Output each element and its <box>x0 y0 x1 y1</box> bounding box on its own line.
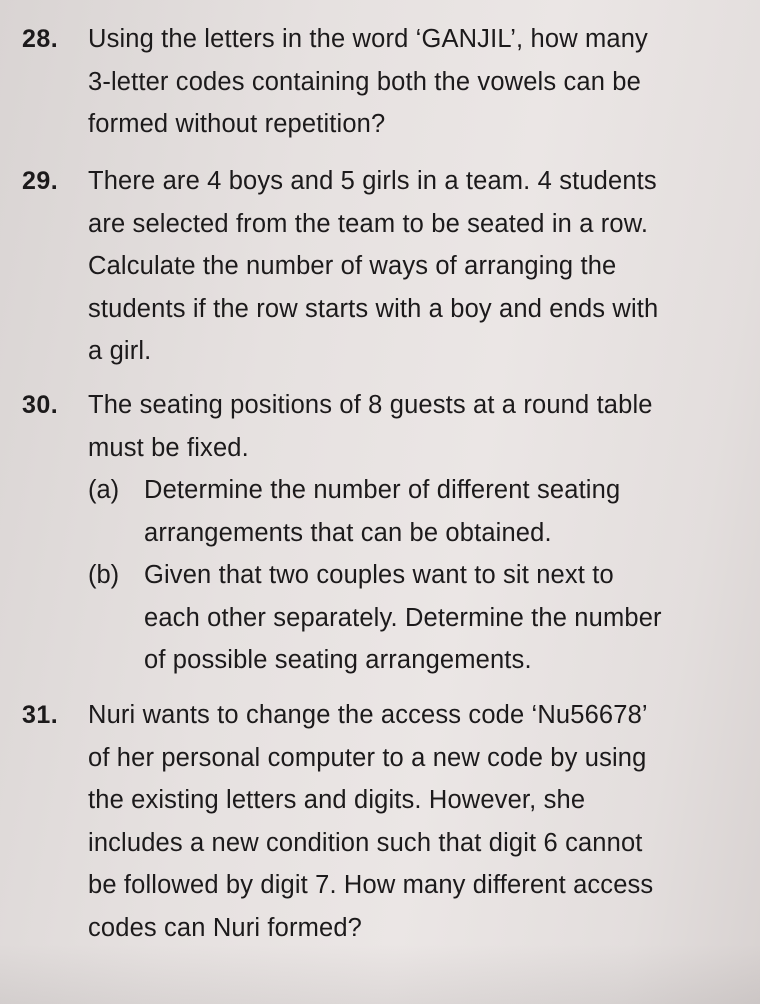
question-number: 31. <box>22 701 59 729</box>
question-part-b <box>88 554 742 682</box>
part-label: (b) <box>88 561 120 589</box>
question-line: The seating positions of 8 guests at a round table <box>88 391 653 419</box>
question-line: arrangements that can be obtained. <box>144 518 552 547</box>
question-line: must be fixed. <box>88 433 249 462</box>
question-line: Nuri wants to change the access code ‘Nu56678’ <box>88 701 648 729</box>
part-text <box>144 469 742 554</box>
question-line: a girl. <box>88 337 152 365</box>
question-line: There are 4 boys and 5 girls in a team. 4 students <box>88 167 657 195</box>
question-part-a <box>88 469 742 554</box>
question-line: includes a new condition such that digit 6 cannot <box>88 828 643 857</box>
question-line: Using the letters in the word ‘GANJIL’, how many <box>88 25 648 53</box>
question-line: are selected from the team to be seated in a row. <box>88 209 649 238</box>
question-line: 3-letter codes containing both the vowels can be <box>88 67 641 96</box>
part-text <box>144 554 742 682</box>
question-line: each other separately. Determine the number <box>144 603 662 632</box>
question-line: Determine the number of different seating <box>144 476 621 504</box>
question-line: Calculate the number of ways of arranging the <box>88 252 617 280</box>
question-text <box>88 384 742 682</box>
question-line: be followed by digit 7. How many different access <box>88 871 654 899</box>
question-line: Given that two couples want to sit next to <box>144 561 614 589</box>
question-number: 30. <box>22 391 59 419</box>
question-text <box>88 160 742 373</box>
question-number: 28. <box>22 25 59 53</box>
question-line: formed without repetition? <box>88 110 386 138</box>
part-label: (a) <box>88 476 120 504</box>
question-text <box>88 18 742 146</box>
question-number: 29. <box>22 167 59 195</box>
question-line: codes can Nuri formed? <box>88 913 363 942</box>
question-line: of possible seating arrangements. <box>144 646 532 674</box>
question-line: students if the row starts with a boy and ends with <box>88 294 659 323</box>
page-shadow <box>0 944 760 1004</box>
question-text <box>88 694 742 949</box>
question-line: the existing letters and digits. However, she <box>88 786 586 814</box>
question-line: of her personal computer to a new code by using <box>88 743 647 772</box>
